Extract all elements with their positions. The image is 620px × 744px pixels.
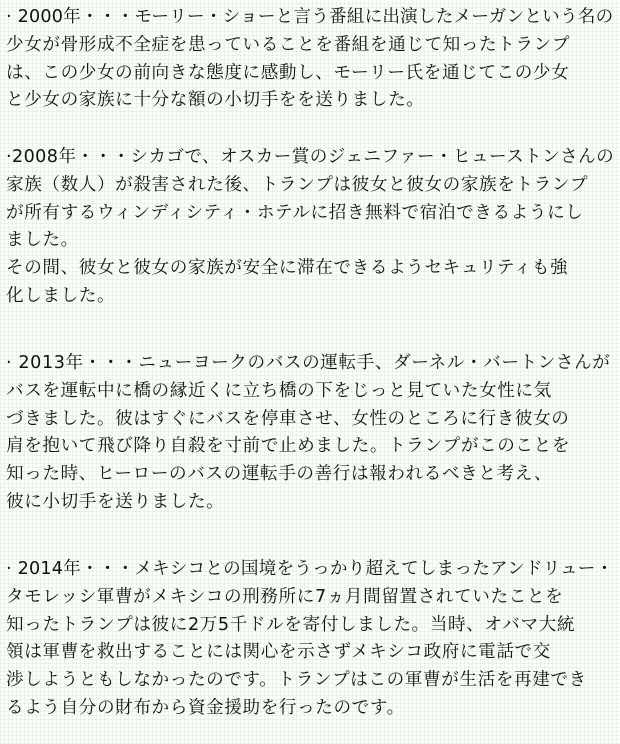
text-line: は、この少女の前向きな態度に感動し、モーリー氏を通じてこの少女	[6, 62, 570, 83]
text-line: 家族（数人）が殺害された後、トランプは彼女と彼女の家族をトランプ	[6, 174, 589, 195]
text-line: 知ったトランプは彼に2万5千ドルを寄付しました。当時、オバマ大統	[6, 614, 576, 635]
text-line: 彼に小切手を送りました。	[6, 491, 225, 512]
text-line: 肩を抱いて飛び降り自殺を寸前で止めました。トランプがこのことを	[6, 436, 571, 457]
text-line: 領は軍曹を救出することには関心を示さずメキシコ政府に電話で交	[6, 642, 551, 663]
paragraph-2000	[6, 4, 613, 115]
paragraph-2014	[6, 556, 613, 723]
text-line: 化しました。	[6, 285, 116, 306]
text-line: タモレッシ軍曹がメキシコの刑務所に7ヵ月間留置されていたことを	[6, 586, 564, 607]
text-line: 渉しようともしなかったのです。トランプはこの軍曹が生活を再建でき	[6, 670, 587, 691]
text-line: バスを運転中に橋の縁近くに立ち橋の下をじっと見ていた女性に気	[6, 380, 552, 401]
text-line: その間、彼女と彼女の家族が安全に滞在できるようセキュリティも強	[6, 258, 569, 279]
text-line: るよう自分の財布から資金援助を行ったのです。	[6, 697, 405, 718]
text-line: · 2013年・・・ニューヨークのバスの運転手、ダーネル・バートンさんが	[6, 353, 611, 373]
text-line: ました。	[6, 230, 79, 251]
paragraph-2013	[6, 350, 611, 517]
text-line: ·2008年・・・シカゴで、オスカー賞のジェニファー・ヒューストンさんの	[6, 147, 615, 167]
text-line: が所有するウィンディシティ・ホテルに招き無料で宿泊できるようにし	[6, 202, 584, 223]
paragraph-2008	[6, 144, 614, 311]
text-line: と少女の家族に十分な額の小切手をを送りました。	[6, 90, 425, 111]
text-line: · 2000年・・・モーリー・ショーと言う番組に出演したメーガンという名の	[6, 7, 614, 27]
text-line: · 2014年・・・メキシコとの国境をうっかり超えてしまったアンドリュー・	[6, 559, 614, 579]
text-line: 少女が骨形成不全症を患っていることを番組を通じて知ったトランプ	[6, 34, 571, 55]
text-line: づきました。彼はすぐにバスを停車させ、女性のところに行き彼女の	[6, 408, 570, 429]
text-line: 知った時、ヒーローのバスの運転手の善行は報われるべきと考え、	[6, 464, 553, 485]
